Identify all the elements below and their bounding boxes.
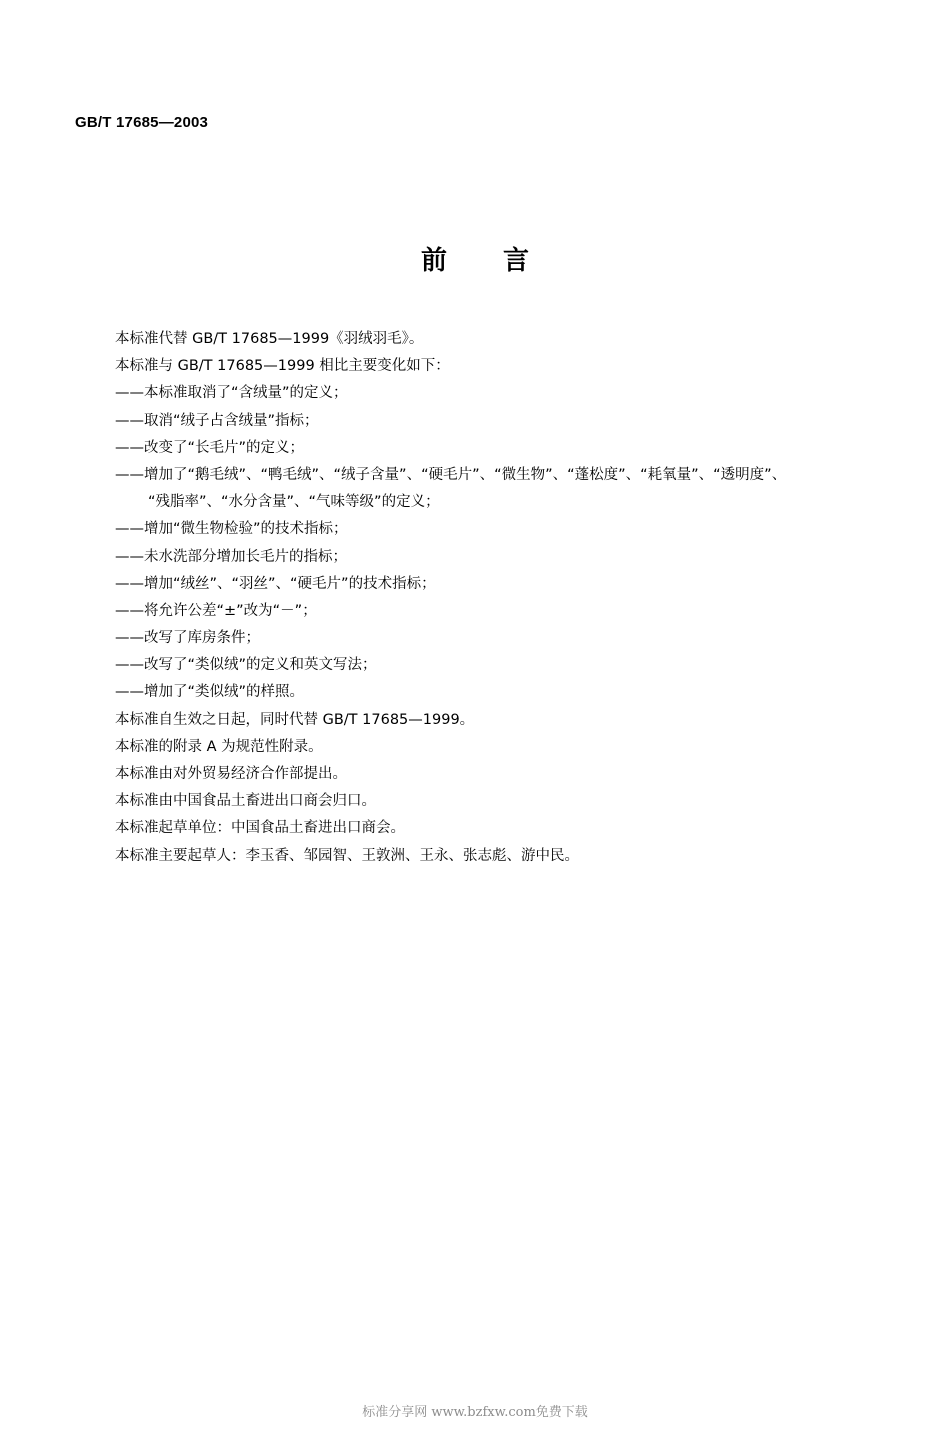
change-item: ——增加“微生物检验”的技术指标； xyxy=(115,521,348,538)
change-item: ——本标准取消了“含绒量”的定义； xyxy=(115,385,348,402)
title-char-1: 前 xyxy=(420,246,447,276)
paragraph-line: 本标准由对外贸易经济合作部提出。 xyxy=(115,766,347,782)
paragraph-line: 本标准代替 GB/T 17685—1999《羽绒羽毛》。 xyxy=(115,331,424,347)
change-item: ——改变了“长毛片”的定义； xyxy=(115,439,305,456)
title-char-2: 言 xyxy=(503,246,530,276)
change-item: ——增加“绒丝”、“羽丝”、“硬毛片”的技术指标； xyxy=(115,575,436,592)
change-item: ——将允许公差“±”改为“－”； xyxy=(115,602,317,619)
change-item: ——改写了“类似绒”的定义和英文写法； xyxy=(115,657,377,674)
change-item: ——改写了库房条件； xyxy=(115,630,260,647)
paragraph-line: 本标准自生效之日起，同时代替 GB/T 17685—1999。 xyxy=(115,711,475,728)
paragraph-line: 本标准与 GB/T 17685—1999 相比主要变化如下： xyxy=(115,358,450,375)
footer-watermark: 标准分享网 www.bzfxw.com免费下载 xyxy=(362,1405,588,1420)
paragraph-line: 本标准的附录 A 为规范性附录。 xyxy=(115,738,323,755)
change-item-continuation: “残脂率”、“水分含量”、“气味等级”的定义； xyxy=(148,494,440,511)
change-item: ——增加了“鹅毛绒”、“鸭毛绒”、“绒子含量”、“硬毛片”、“微生物”、“蓬松度”、“耗氧量”、“透明度”、 xyxy=(115,466,787,483)
change-item: ——未水洗部分增加长毛片的指标； xyxy=(115,548,347,565)
paragraph-line: 本标准主要起草人：李玉香、邹园智、王敦洲、王永、张志彪、游中民。 xyxy=(115,847,579,864)
page-title xyxy=(0,240,950,277)
paragraph-line: 本标准由中国食品土畜进出口商会归口。 xyxy=(115,793,376,810)
change-item: ——增加了“类似绒”的样照。 xyxy=(115,684,305,701)
paragraph-line: 本标准起草单位：中国食品土畜进出口商会。 xyxy=(115,820,405,837)
standard-code: GB/T 17685—2003 xyxy=(75,114,209,131)
change-item: ——取消“绒子占含绒量”指标； xyxy=(115,412,319,429)
foreword-body xyxy=(115,326,905,870)
